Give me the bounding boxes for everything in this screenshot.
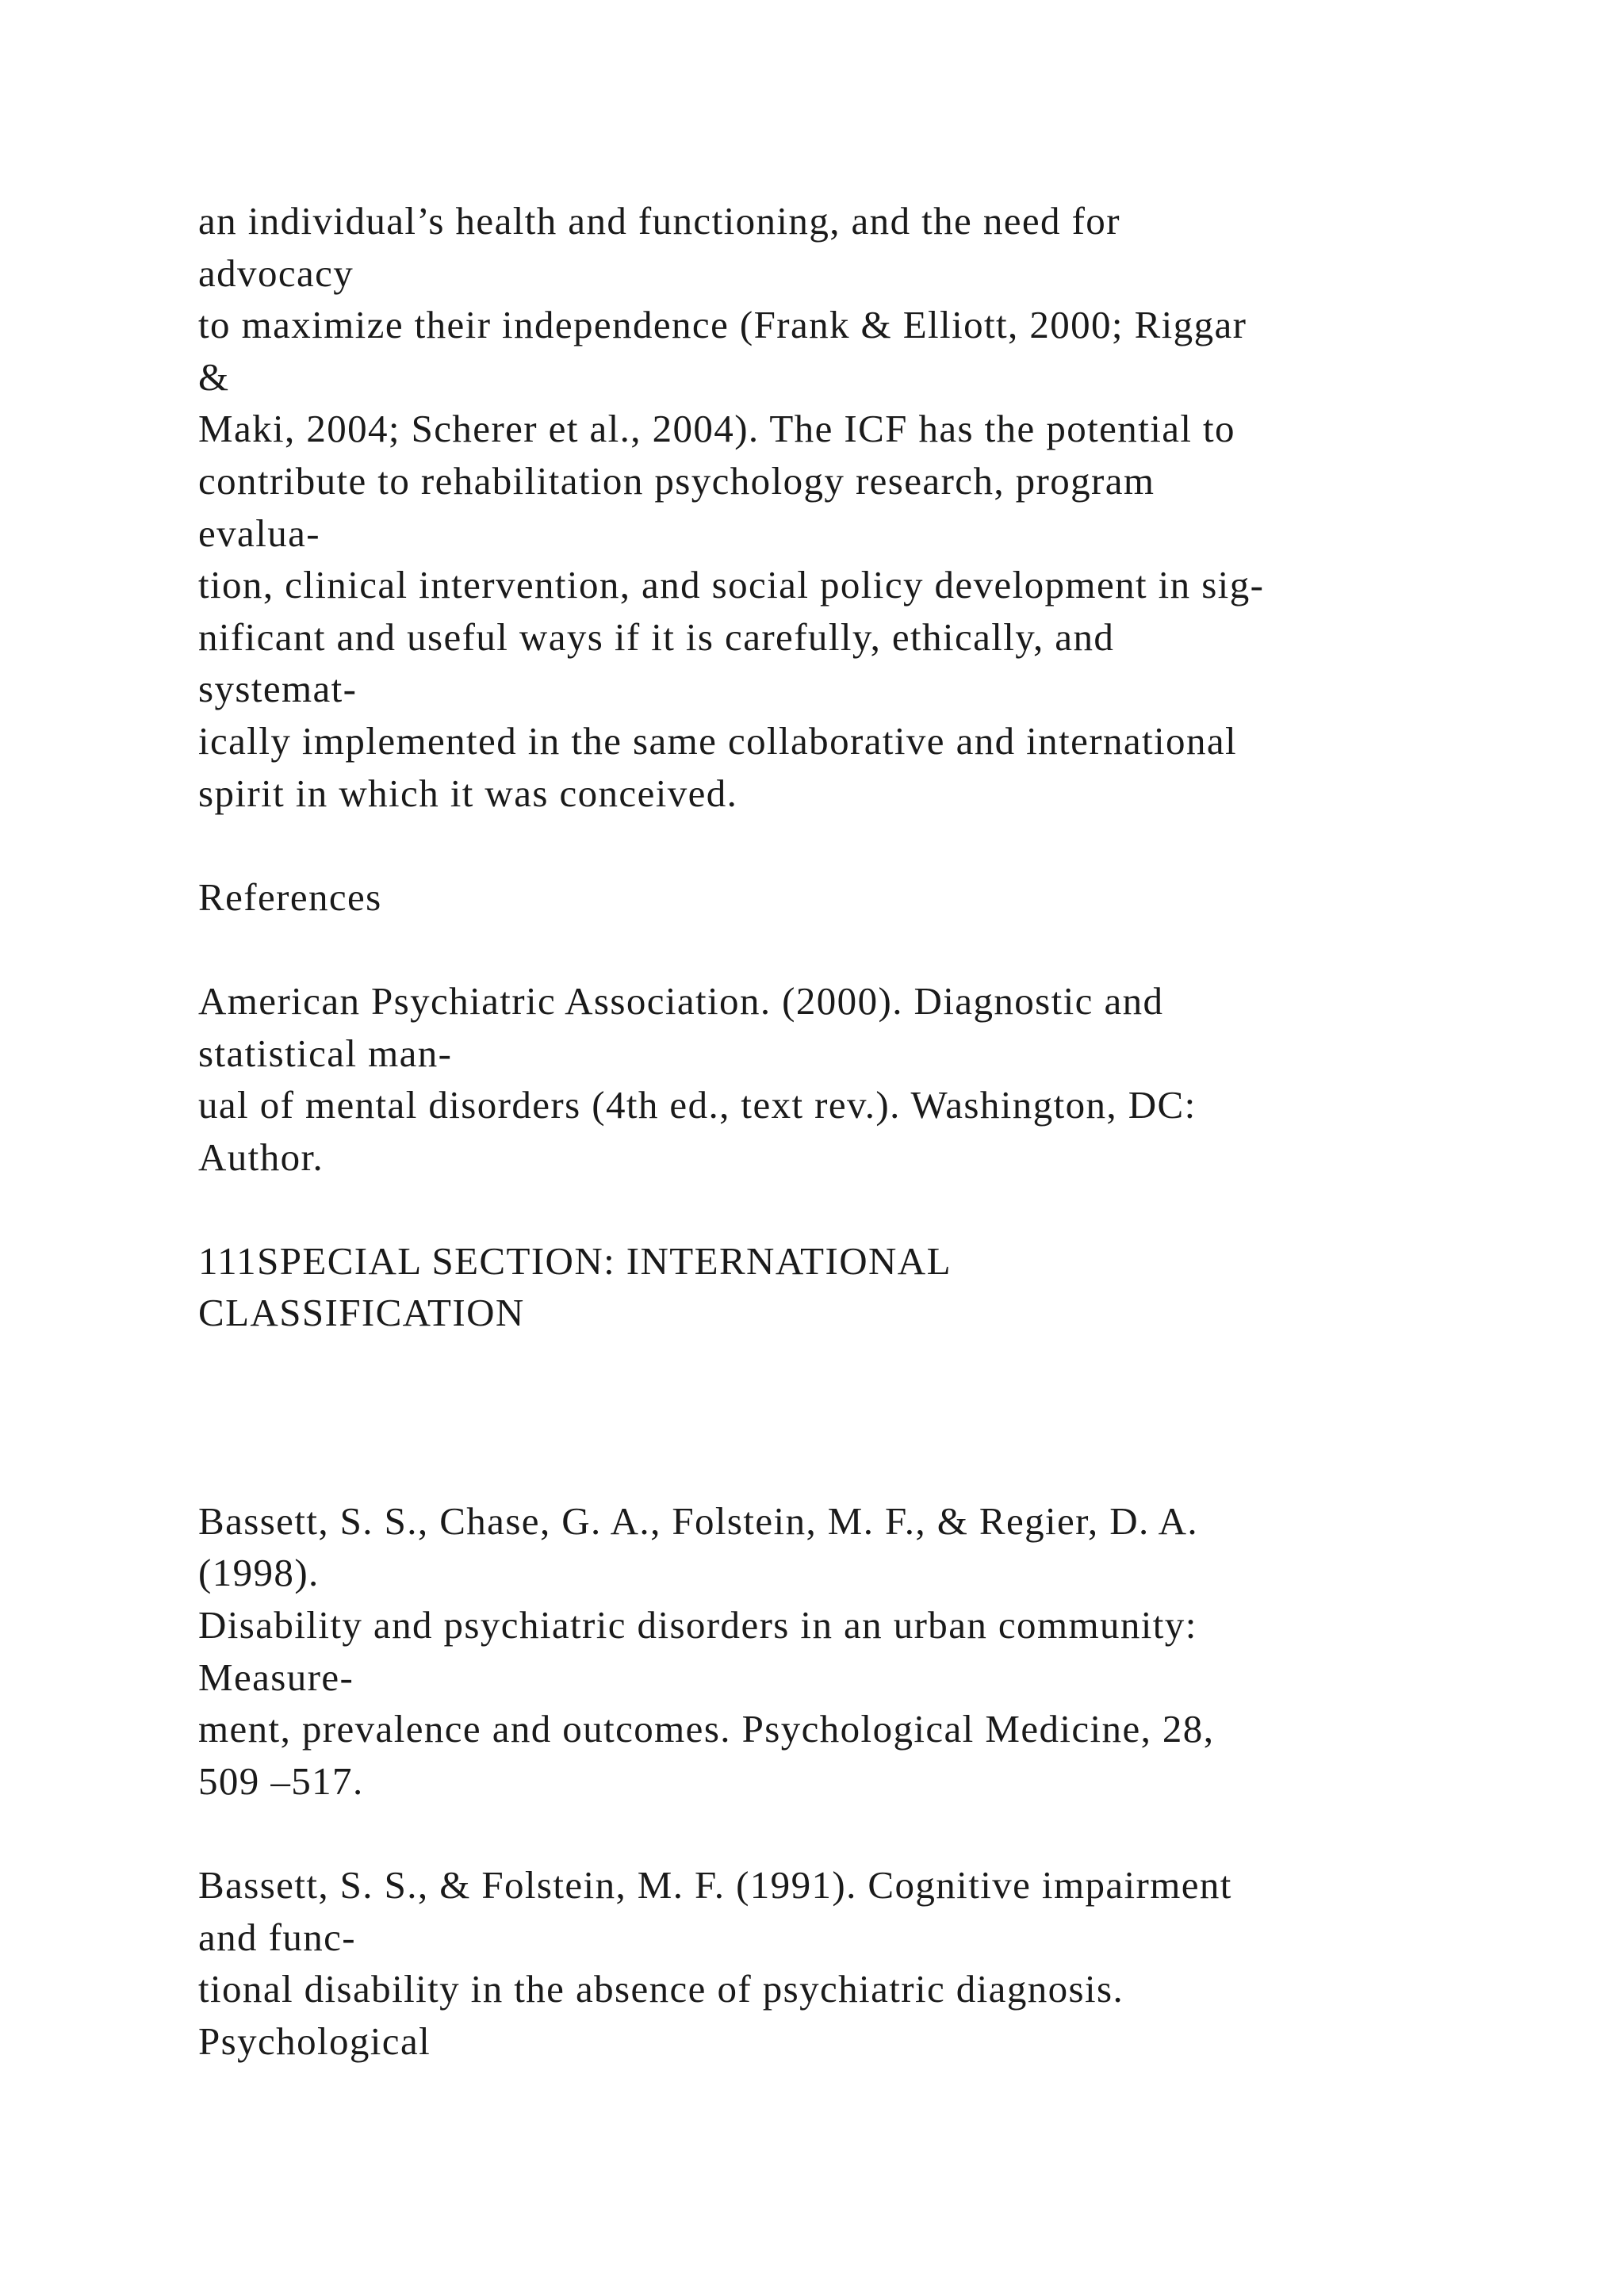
document-text (198, 195, 1546, 2067)
paragraph-line: evalua- (198, 511, 320, 555)
paragraph-line: to maximize their independence (Frank & Elliott, 2000; Riggar (198, 303, 1247, 347)
reference-entry-bassett-1998 (198, 1495, 1546, 1808)
reference-entry-apa (198, 975, 1546, 1183)
reference-line: (1998). (198, 1551, 320, 1595)
spacer (198, 1807, 1546, 1859)
reference-line: ual of mental disorders (4th ed., text rev.). Washington, DC: (198, 1083, 1197, 1127)
paragraph-line: Maki, 2004; Scherer et al., 2004). The ICF has the potential to (198, 407, 1235, 451)
reference-entry-bassett-1991 (198, 1859, 1546, 2067)
paragraph-line: advocacy (198, 251, 354, 295)
spacer (198, 1339, 1546, 1495)
reference-line: tional disability in the absence of psychiatric diagnosis. (198, 1967, 1124, 2011)
reference-line: Psychological (198, 2019, 431, 2063)
paragraph-line: contribute to rehabilitation psychology research, program (198, 458, 1155, 503)
reference-line: and func- (198, 1915, 356, 1959)
paragraph-line: nificant and useful ways if it is carefully, ethically, and (198, 614, 1115, 659)
paragraph-line: systemat- (198, 667, 358, 711)
body-paragraph (198, 195, 1546, 819)
spacer (198, 923, 1546, 975)
paragraph-line: spirit in which it was conceived. (198, 771, 738, 815)
reference-line: Bassett, S. S., Chase, G. A., Folstein, M. F., & Regier, D. A. (198, 1498, 1199, 1543)
paragraph-line: an individual’s health and functioning, and the need for (198, 199, 1120, 243)
reference-line: American Psychiatric Association. (2000). Diagnostic and (198, 978, 1164, 1023)
paragraph-line: ically implemented in the same collaborative and international (198, 718, 1238, 763)
reference-line: 509 –517. (198, 1758, 364, 1803)
references-heading: References (198, 874, 382, 919)
paragraph-line: tion, clinical intervention, and social policy development in sig- (198, 563, 1265, 607)
running-head-line: CLASSIFICATION (198, 1291, 525, 1335)
running-head-line: 111SPECIAL SECTION: INTERNATIONAL (198, 1238, 952, 1283)
reference-line: Measure- (198, 1655, 354, 1699)
running-head (198, 1235, 1546, 1339)
reference-line: statistical man- (198, 1031, 453, 1075)
spacer (198, 1183, 1546, 1235)
reference-line: Author. (198, 1135, 324, 1179)
paragraph-line: & (198, 354, 230, 399)
reference-line: ment, prevalence and outcomes. Psychological Medicine, 28, (198, 1707, 1215, 1751)
spacer (198, 819, 1546, 871)
reference-line: Bassett, S. S., & Folstein, M. F. (1991). Cognitive impairment (198, 1863, 1232, 1908)
reference-line: Disability and psychiatric disorders in an urban community: (198, 1603, 1197, 1647)
